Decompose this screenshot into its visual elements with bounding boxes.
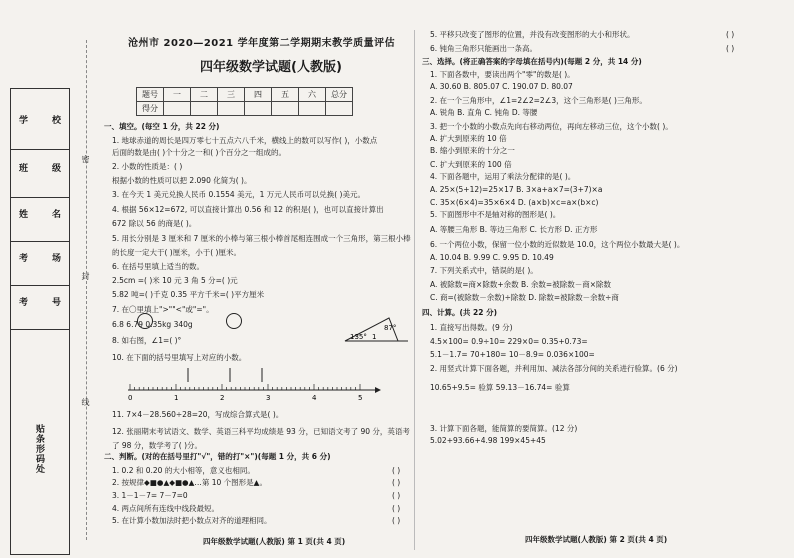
number-line-label-5: 5: [358, 394, 363, 402]
right-line-19: A. 被除数=商×除数+余数 B. 余数=被除数－商×除数: [430, 280, 611, 289]
right-line-23: 4.5×100= 0.9÷10= 229×0= 0.35+0.73=: [430, 337, 588, 346]
right-line-4: A. 30.60 B. 805.07 C. 190.07 D. 80.07: [430, 82, 573, 91]
score-cell-1[interactable]: [164, 102, 191, 116]
right-line-24: 5.1－1.7= 70+180= 10－8.9= 0.036×100=: [430, 350, 595, 359]
judge-answer-box-1[interactable]: ( ): [392, 478, 401, 487]
right-line-18: 7. 下列关系式中，错误的是( )。: [430, 266, 538, 275]
score-head-4: 四: [245, 88, 272, 102]
binding-number: 考 号: [19, 298, 61, 308]
right-line-1: 6. 钝角三角形只能画出一条高。: [430, 44, 538, 53]
right-line-25: 2. 用竖式计算下面各题，并利用加、减法各部分间的关系进行验算。(6 分): [430, 364, 678, 373]
left-line-8: 5. 用长分别是 3 厘米和 7 厘米的小棒与第三根小棒首尾相连围成一个三角形，第三根小棒: [112, 234, 411, 243]
mark-feng: 封: [81, 272, 90, 280]
right-line-5: 2. 在一个三角形中，∠1=2∠2=2∠3，这个三角形是( )三角形。: [430, 96, 647, 105]
score-head-3: 三: [218, 88, 245, 102]
right-line-6: A. 锐角 B. 直角 C. 钝角 D. 等腰: [430, 108, 538, 117]
judge-answer-box-4[interactable]: ( ): [392, 516, 401, 525]
number-line-label-3: 3: [266, 394, 271, 402]
left-line-6: 4. 根据 56×12=672, 可以直接计算出 0.56 和 12 的积是( )，也可以直接计算出: [112, 205, 384, 214]
right-line-10: C. 扩大到原来的 100 倍: [430, 160, 512, 169]
left-line-21: 二、判断。(对的在括号里打"√"，错的打"×")(每题 1 分，共 6 分): [104, 452, 331, 461]
footer-left: 四年级数学试题(人教版) 第 1 页(共 4 页): [203, 537, 346, 546]
score-head-5: 五: [272, 88, 299, 102]
right-line-28: 5.02+93.66+4.98 199×45+45: [430, 436, 546, 445]
left-line-25: 4. 两点间所有连线中线段最短。: [112, 504, 220, 513]
triangle-figure: [345, 318, 408, 341]
left-line-22: 1. 0.2 和 0.20 的大小相等，意义也相同。: [112, 466, 255, 475]
left-line-10: 6. 在括号里填上适当的数。: [112, 262, 205, 271]
right-line-7: 3. 把一个小数的小数点先向右移动两位，再向左移动三位，这个小数( )。: [430, 122, 673, 131]
score-head-6: 六: [299, 88, 326, 102]
right-line-0: 5. 平移只改变了图形的位置，并没有改变图形的大小和形状。: [430, 30, 635, 39]
left-line-20: 了 98 分，数学考了( )分。: [112, 441, 203, 450]
score-head-2: 二: [191, 88, 218, 102]
binding-name: 姓 名: [19, 210, 61, 220]
left-line-1: 1. 地球赤道的周长是四万零七十五点六八千米，横线上的数可以写作( )，小数点: [112, 136, 378, 145]
score-cell-7[interactable]: [326, 102, 353, 116]
right-line-3: 1. 下面各数中，要读出两个"零"的数是( )。: [430, 70, 575, 79]
right-line-12: A. 25×(5+12)=25×17 B. 3×a+a×7=(3+7)×a: [430, 185, 603, 194]
left-line-3: 2. 小数的性质是：( ): [112, 162, 183, 171]
svg-text:1: 1: [372, 333, 377, 341]
left-line-0: 一、填空。(每空 1 分，共 22 分): [104, 122, 220, 131]
right-line-21: 四、计算。(共 22 分): [422, 308, 498, 317]
exam-subtitle: 四年级数学试题(人教版): [200, 60, 342, 75]
left-line-5: 3. 在今天 1 美元兑换人民币 0.1554 美元，1 万元人民币可以兑换( )美元。: [112, 190, 365, 199]
binding-box: [10, 88, 70, 555]
right-line-13: C. 35×(6×4)=35×6×4 D. (a×b)×c=a×(b×c): [430, 198, 599, 207]
binding-room: 考 场: [19, 254, 61, 264]
left-line-4: 根据小数的性质可以把 2.090 化简为( )。: [112, 176, 252, 185]
left-line-19: 12. 张丽期末考试语文、数学、英语三科平均成绩是 93 分，已知语文考了 90 分，英语考: [112, 427, 410, 436]
left-line-11: 2.5cm =( )米 10 元 3 角 5 分=( )元: [112, 276, 238, 285]
compare-circle-1[interactable]: [137, 313, 153, 329]
right-line-27: 3. 计算下面各题，能简算的要简算。(12 分): [430, 424, 578, 433]
score-head-1: 一: [164, 88, 191, 102]
left-line-15: 8. 如右图，∠1=( )°: [112, 336, 182, 345]
right-line-17: A. 10.04 B. 9.99 C. 9.95 D. 10.49: [430, 253, 554, 262]
page-divider: [414, 30, 415, 550]
barcode-sticker-label: 贴条形码处: [34, 424, 44, 474]
score-cell-3[interactable]: [218, 102, 245, 116]
right-line-20: C. 商=(被除数－余数)÷除数 D. 除数=被除数－余数÷商: [430, 293, 619, 302]
score-cell-2[interactable]: [191, 102, 218, 116]
judge-answer-box-6[interactable]: ( ): [726, 44, 735, 53]
binding-class: 班 级: [19, 164, 61, 174]
right-line-14: 5. 下面图形中不是轴对称的图形是( )。: [430, 210, 561, 219]
judge-answer-box-5[interactable]: ( ): [726, 30, 735, 39]
score-head-7: 总分: [326, 88, 353, 102]
left-line-2: 后面的数是由( )个十分之一和( )个百分之一组成的。: [112, 148, 286, 157]
svg-text:87°: 87°: [384, 324, 397, 332]
svg-text:135°: 135°: [350, 333, 367, 341]
right-line-2: 三、选择。(将正确答案的字母填在括号内)(每题 2 分，共 14 分): [422, 57, 642, 66]
number-line-label-4: 4: [312, 394, 317, 402]
footer-right: 四年级数学试题(人教版) 第 2 页(共 4 页): [525, 535, 668, 544]
seal-line: [86, 40, 87, 540]
binding-school: 学 校: [19, 116, 61, 126]
score-head-0: 题号: [137, 88, 164, 102]
right-line-11: 4. 下面各题中，运用了乘法分配律的是( )。: [430, 172, 576, 181]
score-cell-6[interactable]: [299, 102, 326, 116]
number-line: [128, 368, 381, 402]
left-line-7: 672 除以 56 的商是( )。: [112, 219, 197, 228]
number-line-label-1: 1: [174, 394, 179, 402]
left-line-23: 2. 按规律◆■●▲◆■●▲…第 10 个图形是▲。: [112, 478, 267, 487]
mark-mi: 密: [81, 155, 90, 163]
judge-answer-box-0[interactable]: ( ): [392, 466, 401, 475]
right-line-22: 1. 直接写出得数。(9 分): [430, 323, 513, 332]
left-line-9: 的长度一定大于( )厘米，小于( )厘米。: [112, 248, 241, 257]
left-line-13: 7. 在〇里填上">""<"或"="。: [112, 305, 214, 314]
right-line-26: 10.65+9.5= 验算 59.13－16.74= 验算: [430, 383, 570, 392]
left-line-24: 3. 1－1－7= 7－7=0: [112, 491, 188, 500]
left-line-12: 5.82 吨=( )千克 0.35 平方千米=( )平方厘米: [112, 290, 265, 299]
left-line-14: 6.8 6.79 0.35kg 340g: [112, 320, 193, 329]
mark-xian: 线: [81, 398, 90, 406]
compare-circle-2[interactable]: [226, 313, 242, 329]
left-line-17: 10. 在下面的括号里填写上对应的小数。: [112, 353, 247, 362]
exam-title: 沧州市 2020—2021 学年度第二学期期末教学质量评估: [128, 38, 396, 49]
right-line-15: A. 等腰三角形 B. 等边三角形 C. 长方形 D. 正方形: [430, 225, 598, 234]
left-line-18: 11. 7×4－28.560÷28=20，写成综合算式是( )。: [112, 410, 284, 419]
number-line-label-2: 2: [220, 394, 225, 402]
judge-answer-box-3[interactable]: ( ): [392, 504, 401, 513]
score-cell-0: 得分: [137, 102, 164, 116]
right-line-8: A. 扩大到原来的 10 倍: [430, 134, 507, 143]
left-line-26: 5. 在计算小数加法时把小数点对齐的道理相同。: [112, 516, 272, 525]
right-line-9: B. 缩小到原来的十分之一: [430, 146, 515, 155]
score-cell-4[interactable]: [245, 102, 272, 116]
score-table: [136, 87, 353, 116]
right-line-16: 6. 一个两位小数，保留一位小数的近似数是 10.0，这个两位小数最大是( )。: [430, 240, 685, 249]
judge-answer-box-2[interactable]: ( ): [392, 491, 401, 500]
score-cell-5[interactable]: [272, 102, 299, 116]
number-line-label-0: 0: [128, 394, 133, 402]
